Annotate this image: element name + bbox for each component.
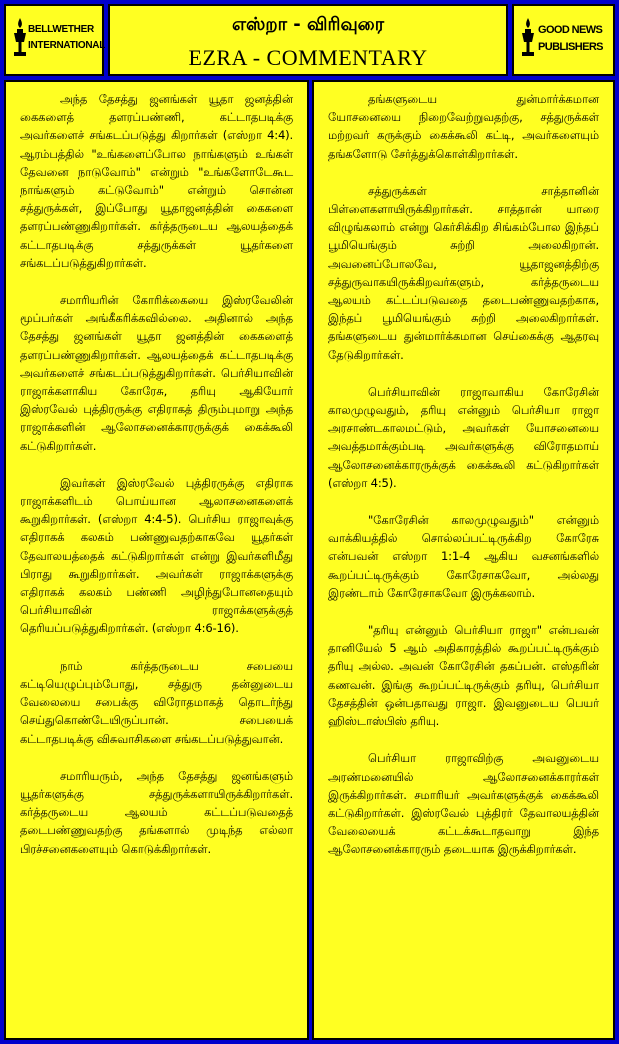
paragraph: தங்களுடைய துன்மார்க்கமான யோசனையை நிறைவேற்றுவதற்கு, சத்துருக்கள் மற்றவர் கருக்கும் கைக்கூலி கட்டி, அவர்களையும் தங்களோடு சேர்த்துக்கொள்கிறார்கள்.	[328, 92, 599, 161]
logo-right-line2: PUBLISHERS	[538, 41, 603, 53]
paragraph: நாம் கர்த்தருடைய சபையை கட்டியெழுப்பும்போது, சத்துரு தன்னுடைய வேலையை சபைக்கு விரோதமாகத் தொடர்ந்து செய்துகொண்டேயிருப்பான். சபையைக் கட்டாதபடிக்கு விசுவாசிகளை சங்கடப்படுத்துவான்.	[20, 658, 293, 746]
title-box	[108, 4, 508, 76]
paragraph: இவர்கள் இஸ்ரவேல் புத்திரருக்கு எதிராக ராஜாக்களிடம் பொய்யான ஆலாசனைகளைக் கூறுகிறார்கள். (எஸ்றா 4:4-5). பெர்சிய ராஜாவுக்கு எதிராகக் கலகம் பண்ணுவதற்காகவே யூதர்கள் தேவாலயத்தைக் கட்டுகிறார்கள் என்று இவர்களிமீது பிராது கூறுகிறார்கள். அவர்கள் ராஜாக்களுக்கு எதிராகக் கலகம் பண்ணி அழிந்துபோனதையும் பெர்சியாவின் ராஜாக்களுக்குத் தெரியப்படுத்துகிறார்கள். (எஸ்றா 4:6-16).	[20, 475, 293, 636]
lamp-icon	[12, 18, 28, 60]
logo-left-line2: INTERNATIONAL	[28, 40, 106, 51]
page-title-tamil: எஸ்றா - விரிவுரை	[231, 14, 385, 35]
publisher-logo-right	[512, 4, 615, 76]
paragraph: "கோரேசின் காலமுழுவதும்" என்னும் வாக்கியத்தில் சொல்லப்பட்டிருக்கிற கோரேசு என்பவன் எஸ்றா 1:1-4 ஆகிய வசனங்களில் கூறப்பட்டிருக்கும் கோரேசாகவோ, அல்லது இரண்டாம் கோரேசாகவோ இருக்கலாம்.	[328, 513, 599, 600]
paragraph: சத்துருக்கள் சாத்தானின் பிள்ளைகளாயிருக்கிறார்கள். சாத்தான் யாரை விழுங்கலாம் என்று கெர்சிக்கிற சிங்கம்போல இந்தப் பூமியெங்கும் சுற்றி அலைகிறான். அவனைப்போலவே, யூதாஜனத்திற்கு சத்துருவாகயிருக்கிறவர்களும், கர்த்தருடைய ஆலயம் கட்டப்படுவதை தடைபண்ணுவதற்காக, இந்தப் பூமியெங்கும் சுற்றி அலைகிறார்கள். தங்களுடைய துன்மார்க்கமான செய்கைக்கு ஆதரவு தேடுகிறார்கள்.	[328, 183, 599, 362]
paragraph: பெர்சியா ராஜாவிற்கு அவனுடைய அரண்மனையில் ஆலோசனைக்காரர்கள் இருக்கிறார்கள். சமாரியர் அவர்களுக்குக் கைக்கூலி கட்டுகிறார்கள். இஸ்ரவேல் புத்திரர் தேவாலயத்தின் வேலையைக் கட்டக்கூடாதவாறு இந்த ஆலோசனைக்காரரும் தடையாக இருக்கிறார்கள்.	[328, 751, 599, 857]
paragraph: பெர்சியாவின் ராஜாவாகிய கோரேசின் காலமுழுவதும், தரியு என்னும் பெர்சியா ராஜா அரசாண்டகாலமட்டும், அவர்கள் யோசனையை அவத்தமாக்கும்படி அவர்களுக்கு விரோதமாய் ஆலோசனைக்காரருக்குக் கைக்கூலி கட்டுகிறார்கள் (எஸ்றா 4:5).	[328, 384, 599, 490]
logo-left-line1: BELLWETHER	[28, 24, 94, 35]
left-column	[4, 80, 309, 1040]
paragraph: "தரியு என்னும் பெர்சியா ராஜா" என்பவன் தானியேல் 5 ஆம் அதிகாரத்தில் கூறப்பட்டிருக்கும் தரியு அல்ல. அவன் கோரேசின் தகப்பன். எஸ்தரின் கணவன். இங்கு கூறப்பட்டிருக்கும் தரியு, பெர்சியா தேசத்தின் ஒன்பதாவது ராஜா. இவனுடைய பெயர் ஹிஸ்டாஸ்பிஸ் தரியு.	[328, 623, 599, 729]
paragraph: அந்த தேசத்து ஜனங்கள் யூதா ஜனத்தின் கைகளைத் தளரப்பண்ணி, கட்டாதபடிக்கு அவர்களைச் சங்கடப்படுத்து கிறார்கள் (எஸ்றா 4:4). ஆரம்பத்தில் "உங்களைப்போல நாங்களும் உங்கள் தேவனை நாடுவோம்" என்றும் "உங்களோடேகூட நாங்களும் கட்டுவோம்" என்றும் சொன்ன சத்துருக்கள், இப்போது யூதாஜனத்தின் கைகளை தளரப்பண்ணுகிறார்கள். கர்த்தருடைய ஆலயத்தைக் கட்டாதபடிக்கு சத்துருக்கள் யூதர்களை சங்கடப்படுத்துகிறார்கள்.	[20, 92, 293, 270]
paragraph: சமாரியரும், அந்த தேசத்து ஜனங்களும் யூதர்களுக்கு சத்துருக்களாயிருக்கிறார்கள். கர்த்தருடைய ஆலயம் கட்டப்படுவதைத் தடைபண்ணுவதற்கு தங்களால் முடிந்த எல்லா பிரச்சனைகளையும் கொடுக்கிறார்கள்.	[20, 768, 293, 856]
publisher-logo-left	[4, 4, 104, 76]
logo-right-line1: GOOD NEWS	[538, 24, 603, 36]
paragraph: சமாரியரின் கோரிக்கையை இஸ்ரவேலின் மூப்பர்கள் அங்கீகரிக்கவில்லை. அதினால் அந்த தேசத்து ஜனங்கள் யூதா ஜனத்தின் கைகளைத் தளரப்பண்ணுகிறார்கள். ஆலயத்தைக் கட்டாதபடிக்கு அவர்களைச் சங்கடப்படுத்துகிறார்கள். பெர்சியாவின் ராஜாக்களாகிய கோரேசு, தரியு ஆகியோர் இஸ்ரவேல் புத்திரருக்கு எதிராகத் திரும்புமாறு அந்த ராஜாக்களின் ஆலோசனைக்காரருக்குக் கைக்கூலி கட்டுகிறார்கள்.	[20, 293, 293, 453]
page-title-english: EZRA - COMMENTARY	[188, 45, 428, 70]
lamp-icon	[520, 18, 536, 60]
right-column	[312, 80, 615, 1040]
